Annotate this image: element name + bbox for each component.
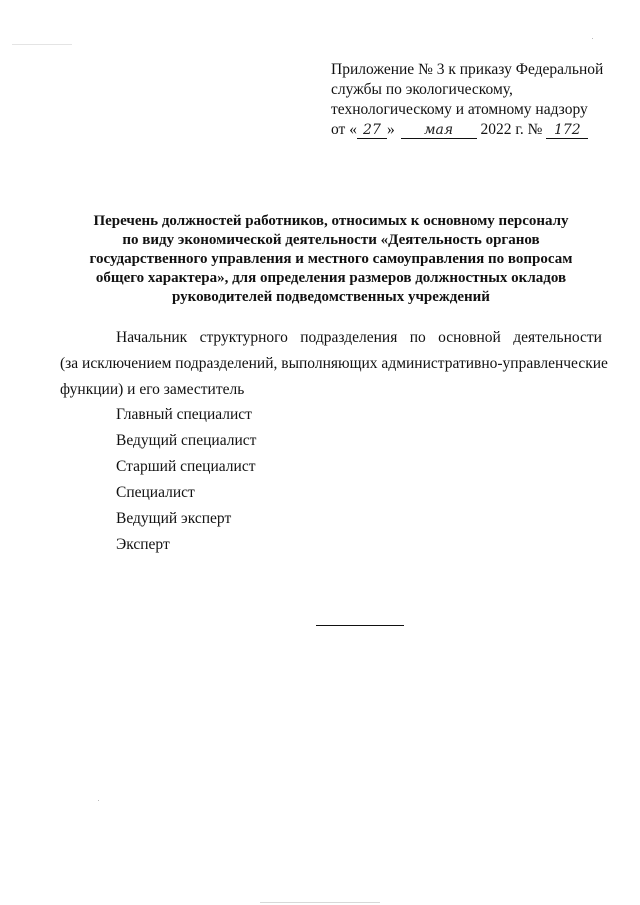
paragraph-word: подразделения bbox=[300, 329, 398, 346]
paragraph-word: деятельности bbox=[513, 329, 602, 346]
position-item: Специалист bbox=[116, 484, 195, 501]
position-item: Эксперт bbox=[116, 536, 170, 553]
document-title bbox=[60, 212, 602, 307]
scan-artifact bbox=[592, 38, 593, 39]
appendix-line-2: службы по экологическому, bbox=[331, 81, 513, 98]
paragraph-word: структурного bbox=[199, 329, 288, 346]
paragraph-line-3: функции) и его заместитель bbox=[60, 381, 245, 398]
handwritten-day: 27 bbox=[357, 120, 387, 139]
position-item: Ведущий эксперт bbox=[116, 510, 232, 527]
handwritten-order-number: 172 bbox=[546, 120, 588, 139]
date-prefix: от « bbox=[331, 121, 357, 138]
title-line-2: по виду экономической деятельности «Деятельность органов bbox=[122, 232, 540, 248]
appendix-date-line bbox=[331, 120, 611, 140]
positions-list bbox=[116, 402, 256, 558]
date-year: 2022 г. № bbox=[480, 121, 543, 138]
position-item: Старший специалист bbox=[116, 458, 256, 475]
paragraph-line-2: (за исключением подразделений, выполняющих административно-управленческие bbox=[60, 355, 608, 372]
date-mid: » bbox=[386, 121, 395, 138]
handwritten-month: мая bbox=[401, 120, 477, 139]
appendix-header bbox=[331, 60, 611, 140]
end-of-document-rule bbox=[316, 625, 404, 626]
position-item: Ведущий специалист bbox=[116, 432, 257, 449]
title-line-1: Перечень должностей работников, относимых к основному персоналу bbox=[93, 213, 569, 229]
scan-artifact bbox=[12, 44, 72, 45]
title-line-5: руководителей подведомственных учреждений bbox=[172, 289, 490, 305]
appendix-line-1: Приложение № 3 к приказу Федеральной bbox=[331, 61, 604, 78]
position-item: Главный специалист bbox=[116, 406, 252, 423]
paragraph-word: основной bbox=[438, 329, 501, 346]
appendix-line-3: технологическому и атомному надзору bbox=[331, 101, 588, 118]
head-of-division-paragraph bbox=[60, 325, 608, 403]
paragraph-word: по bbox=[409, 329, 426, 346]
title-line-3: государственного управления и местного самоуправления по вопросам bbox=[89, 251, 573, 267]
scan-artifact bbox=[260, 902, 380, 903]
paragraph-first-line bbox=[88, 325, 602, 351]
paragraph-word: Начальник bbox=[116, 329, 188, 346]
scan-artifact bbox=[98, 800, 99, 801]
title-line-4: общего характера», для определения размеров должностных окладов bbox=[95, 270, 567, 286]
